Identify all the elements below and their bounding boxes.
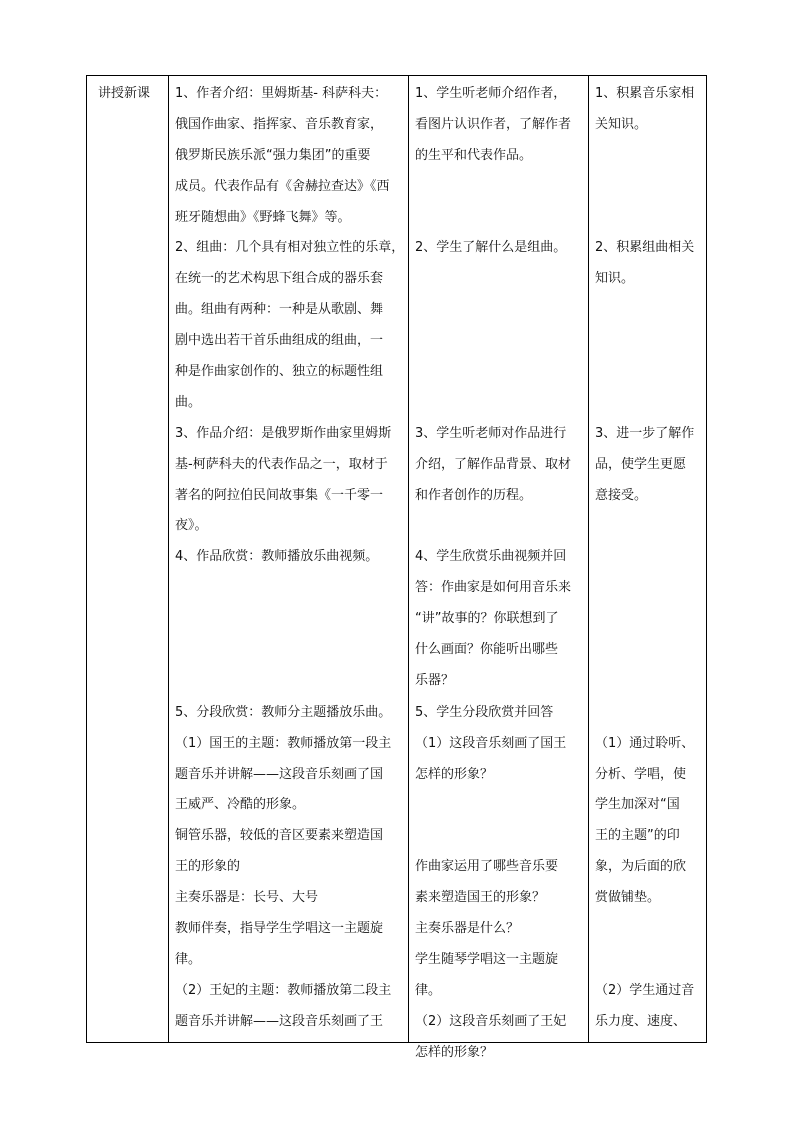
- teacher-content-line: 在统一的艺术构思下组合成的器乐套: [175, 271, 384, 286]
- teacher-content-line: 教师伴奏，指导学生学唱这一主题旋: [175, 921, 384, 936]
- design-intent-cell: [595, 76, 705, 1042]
- teacher-content-line: 主奏乐器是：长号、大号: [175, 890, 319, 905]
- teacher-content-line: 王威严、冷酷的形象。: [175, 797, 306, 812]
- student-activity-line: 5、学生分段欣赏并回答: [415, 705, 554, 720]
- teacher-content-line: 曲。: [175, 395, 202, 410]
- student-activity-line: 答：作曲家是如何用音乐来: [415, 580, 572, 595]
- teacher-content-line: 基-柯萨科夫的代表作品之一，取材于: [175, 457, 388, 472]
- design-intent-line: 关知识。: [595, 117, 648, 132]
- student-activity-line: 学生随琴学唱这一主题旋: [415, 952, 559, 967]
- teacher-content-line: （1）国王的主题：教师播放第一段主: [175, 736, 392, 751]
- student-activity-line: “讲”故事的？你联想到了: [415, 611, 559, 626]
- teacher-content-line: 剧中选出若干首乐曲组成的组曲，一: [175, 333, 384, 348]
- teacher-content-line: 律。: [175, 952, 202, 967]
- design-intent-line: （1）通过聆听、: [595, 736, 695, 751]
- student-activity-line: 1、学生听老师介绍作者，: [415, 86, 567, 101]
- column-divider: [408, 76, 409, 1042]
- student-activity-line: 3、学生听老师对作品进行: [415, 426, 567, 441]
- teacher-content-line: 3、作品介绍：是俄罗斯作曲家里姆斯: [175, 426, 392, 441]
- teacher-content-line: 俄罗斯民族乐派“强力集团”的重要: [175, 148, 371, 163]
- student-activity-line: 介绍，了解作品背景、取材: [415, 457, 572, 472]
- student-activity-line: 主奏乐器是什么？: [415, 921, 520, 936]
- design-intent-line: 学生加深对“国: [595, 797, 680, 812]
- student-activity-line: 素来塑造国王的形象？: [415, 890, 546, 905]
- column-divider: [588, 76, 589, 1042]
- design-intent-line: （2）学生通过音: [595, 983, 695, 998]
- teacher-content-line: 俄国作曲家、指挥家、音乐教育家，: [175, 117, 384, 132]
- design-intent-line: 品，使学生更愿: [595, 457, 687, 472]
- student-activity-line: 2、学生了解什么是组曲。: [415, 240, 567, 255]
- design-intent-line: 知识。: [595, 271, 635, 286]
- student-activity-line: 怎样的形象？: [415, 767, 494, 782]
- teacher-content-line: 题音乐并讲解——这段音乐刻画了王: [175, 1014, 384, 1029]
- student-activity-line: 4、学生欣赏乐曲视频并回: [415, 549, 567, 564]
- column-divider: [168, 76, 169, 1042]
- student-activity-line: （1）这段音乐刻画了国王: [415, 736, 567, 751]
- student-activity-line: 乐器？: [415, 673, 455, 688]
- design-intent-line: 分析、学唱，使: [595, 767, 687, 782]
- design-intent-line: 2、积累组曲相关: [595, 240, 695, 255]
- student-activity-line: 和作者创作的历程。: [415, 488, 533, 503]
- teacher-content-line: 种是作曲家创作的、独立的标题性组: [175, 364, 384, 379]
- student-activity-cell: [415, 76, 585, 1060]
- teacher-content-line: 王的形象的: [175, 859, 241, 874]
- teacher-content-line: 题音乐并讲解——这段音乐刻画了国: [175, 767, 384, 782]
- teacher-content-line: 1、作者介绍：里姆斯基- 科萨科夫：: [175, 86, 388, 101]
- teacher-content-line: 5、分段欣赏：教师分主题播放乐曲。: [175, 705, 392, 720]
- student-activity-line: 看图片认识作者，了解作者: [415, 117, 572, 132]
- design-intent-line: 3、进一步了解作: [595, 426, 695, 441]
- design-intent-line: 赏做铺垫。: [595, 890, 661, 905]
- student-activity-line: 的生平和代表作品。: [415, 148, 533, 163]
- stage-label: 讲授新课: [98, 86, 151, 101]
- lesson-table: [86, 75, 707, 1060]
- teacher-content-line: 铜管乐器，较低的音区要素来塑造国: [175, 828, 384, 843]
- teacher-content-line: 曲。组曲有两种：一种是从歌剧、舞: [175, 302, 384, 317]
- student-activity-line: 什么画面？你能听出哪些: [415, 642, 559, 657]
- teacher-content-line: 2、组曲：几个具有相对独立性的乐章，: [175, 240, 405, 255]
- design-intent-line: 象，为后面的欣: [595, 859, 687, 874]
- teacher-content-cell: [175, 76, 405, 1042]
- teacher-content-line: 4、作品欣赏：教师播放乐曲视频。: [175, 549, 379, 564]
- teacher-content-line: 成员。代表作品有《舍赫拉查达》《西: [175, 179, 390, 194]
- design-intent-line: 意接受。: [595, 488, 648, 503]
- teacher-content-line: （2）王妃的主题：教师播放第二段主: [175, 983, 392, 998]
- student-activity-line: 作曲家运用了哪些音乐要: [415, 859, 559, 874]
- teacher-content-line: 班牙随想曲》《野蜂飞舞》等。: [175, 210, 351, 225]
- design-intent-line: 乐力度、速度、: [595, 1014, 687, 1029]
- student-activity-line: 律。: [415, 983, 442, 998]
- teacher-content-line: 夜》。: [175, 518, 208, 533]
- teacher-content-line: 著名的阿拉伯民间故事集《一千零一: [175, 488, 384, 503]
- design-intent-line: 1、积累音乐家相: [595, 86, 695, 101]
- student-activity-line: （2）这段音乐刻画了王妃: [415, 1014, 567, 1029]
- student-activity-line: 怎样的形象？: [415, 1045, 494, 1060]
- stage-cell: [87, 76, 168, 1042]
- design-intent-line: 王的主题”的印: [595, 828, 680, 843]
